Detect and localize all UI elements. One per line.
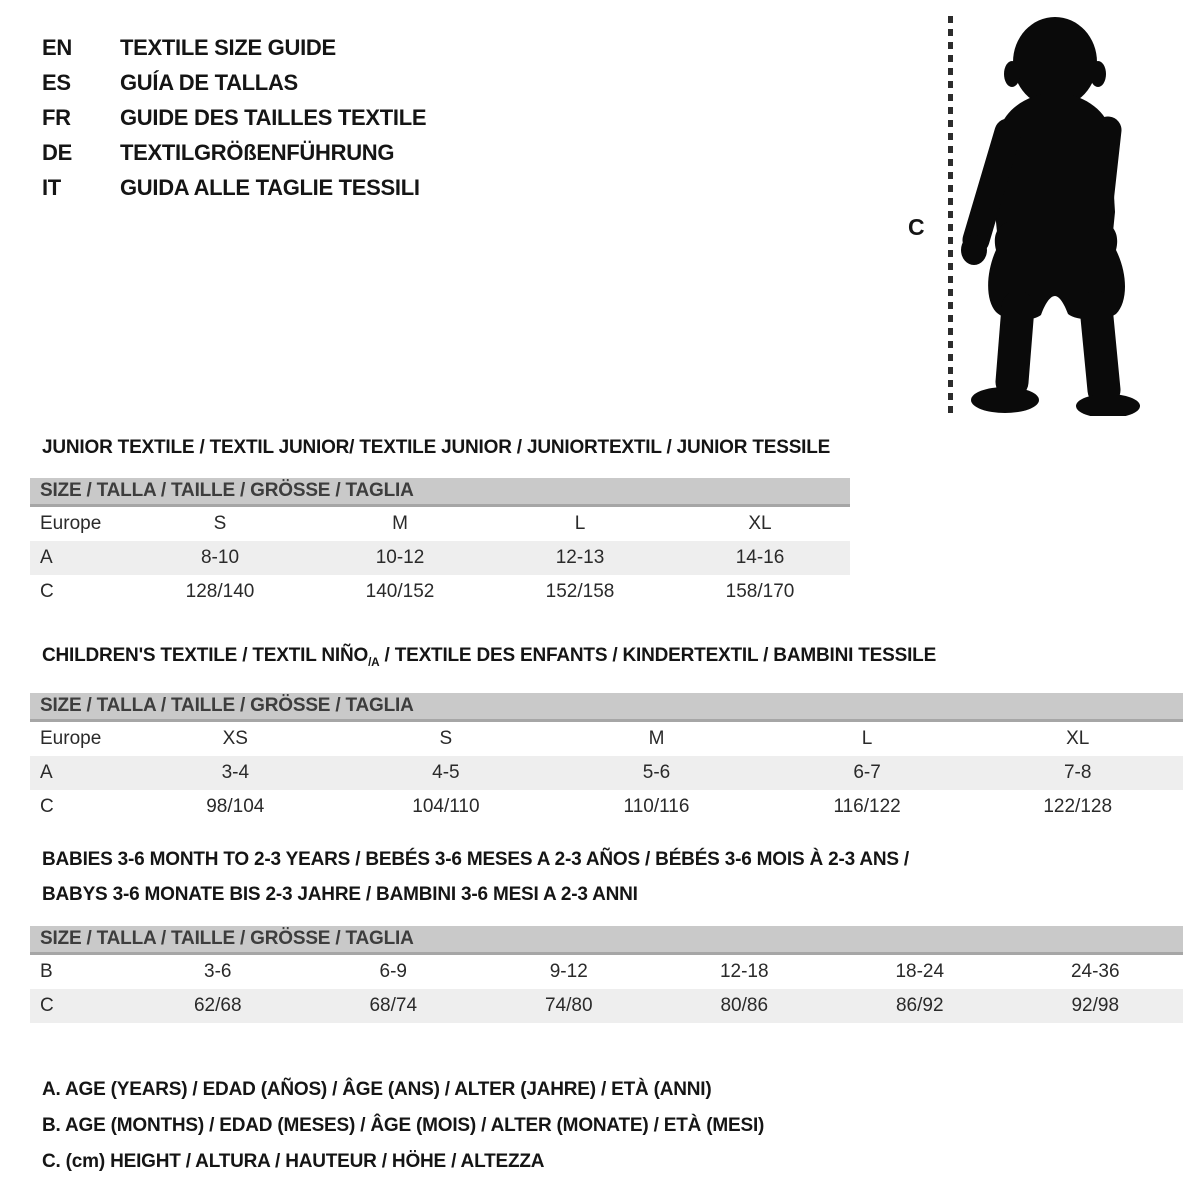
babies-title-line1: BABIES 3-6 MONTH TO 2-3 YEARS / BEBÉS 3-6 MESES A 2-3 AÑOS / BÉBÉS 3-6 MOIS À 2-3 ANS / [42, 849, 910, 870]
table-cell: 14-16 [735, 547, 785, 568]
babies-textile-section [30, 842, 1183, 1023]
table-cell: 8-10 [200, 547, 240, 568]
children-row-age [30, 756, 1183, 790]
column-header: L [574, 513, 586, 534]
language-code: ES [42, 69, 71, 95]
table-cell: 74/80 [544, 995, 593, 1016]
children-title-post: / TEXTILE DES ENFANTS / KINDERTEXTIL / BAMBINI TESSILE [379, 645, 937, 666]
babies-row-height [30, 989, 1183, 1023]
row-label: A [40, 547, 53, 568]
row-label: C [40, 995, 54, 1016]
table-cell: 86/92 [895, 995, 944, 1016]
guide-title-es: GUÍA DE TALLAS [120, 69, 298, 95]
table-cell: 12-13 [555, 547, 605, 568]
table-cell: 10-12 [375, 547, 425, 568]
babies-section-title [42, 842, 1183, 912]
junior-row-height [30, 575, 850, 609]
table-cell: 4-5 [432, 761, 460, 783]
junior-textile-section [30, 436, 850, 609]
table-cell: 12-18 [719, 961, 769, 982]
table-cell: 158/170 [725, 581, 795, 602]
table-cell: 62/68 [193, 995, 242, 1016]
table-cell: 80/86 [720, 995, 769, 1016]
height-dashed-line-icon [948, 16, 953, 414]
table-cell: 6-9 [379, 961, 407, 982]
table-cell: 3-6 [204, 961, 232, 982]
table-cell: 116/122 [833, 795, 901, 817]
table-cell: 18-24 [895, 961, 945, 982]
children-column-header-row [30, 722, 1183, 756]
guide-title-fr: GUIDE DES TAILLES TEXTILE [120, 104, 427, 130]
table-cell: 128/140 [185, 581, 255, 602]
language-row-es [42, 65, 426, 100]
language-code: EN [42, 34, 72, 60]
language-title-block [42, 30, 426, 205]
table-cell: 152/158 [545, 581, 615, 602]
row-label: A [40, 761, 53, 783]
legend-line-c: C. (cm) HEIGHT / ALTURA / HAUTEUR / HÖHE / ALTEZZA [42, 1151, 545, 1172]
babies-title-line2: BABYS 3-6 MONATE BIS 2-3 JAHRE / BAMBINI 3-6 MESI A 2-3 ANNI [42, 884, 638, 905]
junior-column-header-row [30, 507, 850, 541]
language-row-de [42, 135, 426, 170]
table-cell: 5-6 [642, 761, 671, 783]
row-label: C [40, 795, 54, 817]
height-marker-label: C [908, 214, 925, 240]
children-textile-section [30, 644, 1183, 824]
table-cell: 110/116 [623, 795, 690, 817]
row-label: B [40, 961, 53, 982]
column-header: XL [1066, 727, 1090, 749]
babies-row-months [30, 955, 1183, 989]
language-row-fr [42, 100, 426, 135]
children-title-pre: CHILDREN'S TEXTILE / TEXTIL NIÑO [42, 645, 369, 666]
babies-size-header-bar: SIZE / TALLA / TAILLE / GRÖSSE / TAGLIA [30, 926, 1183, 955]
junior-section-title: JUNIOR TEXTILE / TEXTIL JUNIOR/ TEXTILE JUNIOR / JUNIORTEXTIL / JUNIOR TESSILE [42, 437, 831, 458]
column-header: S [213, 513, 227, 534]
column-header: S [439, 727, 453, 749]
row-label: C [40, 581, 54, 602]
toddler-silhouette-icon [958, 12, 1148, 416]
measurement-legend [42, 1072, 764, 1180]
children-size-header-bar: SIZE / TALLA / TAILLE / GRÖSSE / TAGLIA [30, 693, 1183, 722]
table-cell: 98/104 [206, 795, 265, 817]
table-cell: 24-36 [1070, 961, 1120, 982]
column-header: M [648, 727, 665, 749]
language-row-en [42, 30, 426, 65]
column-header: L [861, 727, 873, 749]
table-cell: 3-4 [221, 761, 250, 783]
region-label: Europe [40, 513, 102, 534]
table-cell: 7-8 [1063, 761, 1092, 783]
column-header: XL [748, 513, 772, 534]
children-section-title [42, 644, 1183, 675]
column-header: M [392, 513, 408, 534]
table-cell: 104/110 [412, 795, 480, 817]
table-cell: 6-7 [853, 761, 881, 783]
children-title-subscript: /A [368, 655, 380, 669]
guide-title-de: TEXTILGRÖßENFÜHRUNG [120, 139, 395, 165]
table-cell: 140/152 [365, 581, 435, 602]
legend-line-b: B. AGE (MONTHS) / EDAD (MESES) / ÂGE (MOIS) / ALTER (MONATE) / ETÀ (MESI) [42, 1115, 765, 1136]
legend-line-a: A. AGE (YEARS) / EDAD (AÑOS) / ÂGE (ANS) / ALTER (JAHRE) / ETÀ (ANNI) [42, 1079, 712, 1100]
table-cell: 122/128 [1043, 795, 1113, 817]
junior-size-header-bar: SIZE / TALLA / TAILLE / GRÖSSE / TAGLIA [30, 478, 850, 507]
table-cell: 92/98 [1071, 995, 1120, 1016]
children-row-height [30, 790, 1183, 824]
language-code: FR [42, 104, 71, 130]
table-cell: 68/74 [369, 995, 418, 1016]
junior-row-age [30, 541, 850, 575]
language-row-it [42, 170, 426, 205]
guide-title-it: GUIDA ALLE TAGLIE TESSILI [120, 174, 420, 200]
table-cell: 9-12 [549, 961, 588, 982]
column-header: XS [222, 727, 248, 749]
language-code: DE [42, 139, 72, 165]
guide-title-en: TEXTILE SIZE GUIDE [120, 34, 336, 60]
region-label: Europe [40, 727, 102, 749]
language-code: IT [42, 174, 61, 200]
